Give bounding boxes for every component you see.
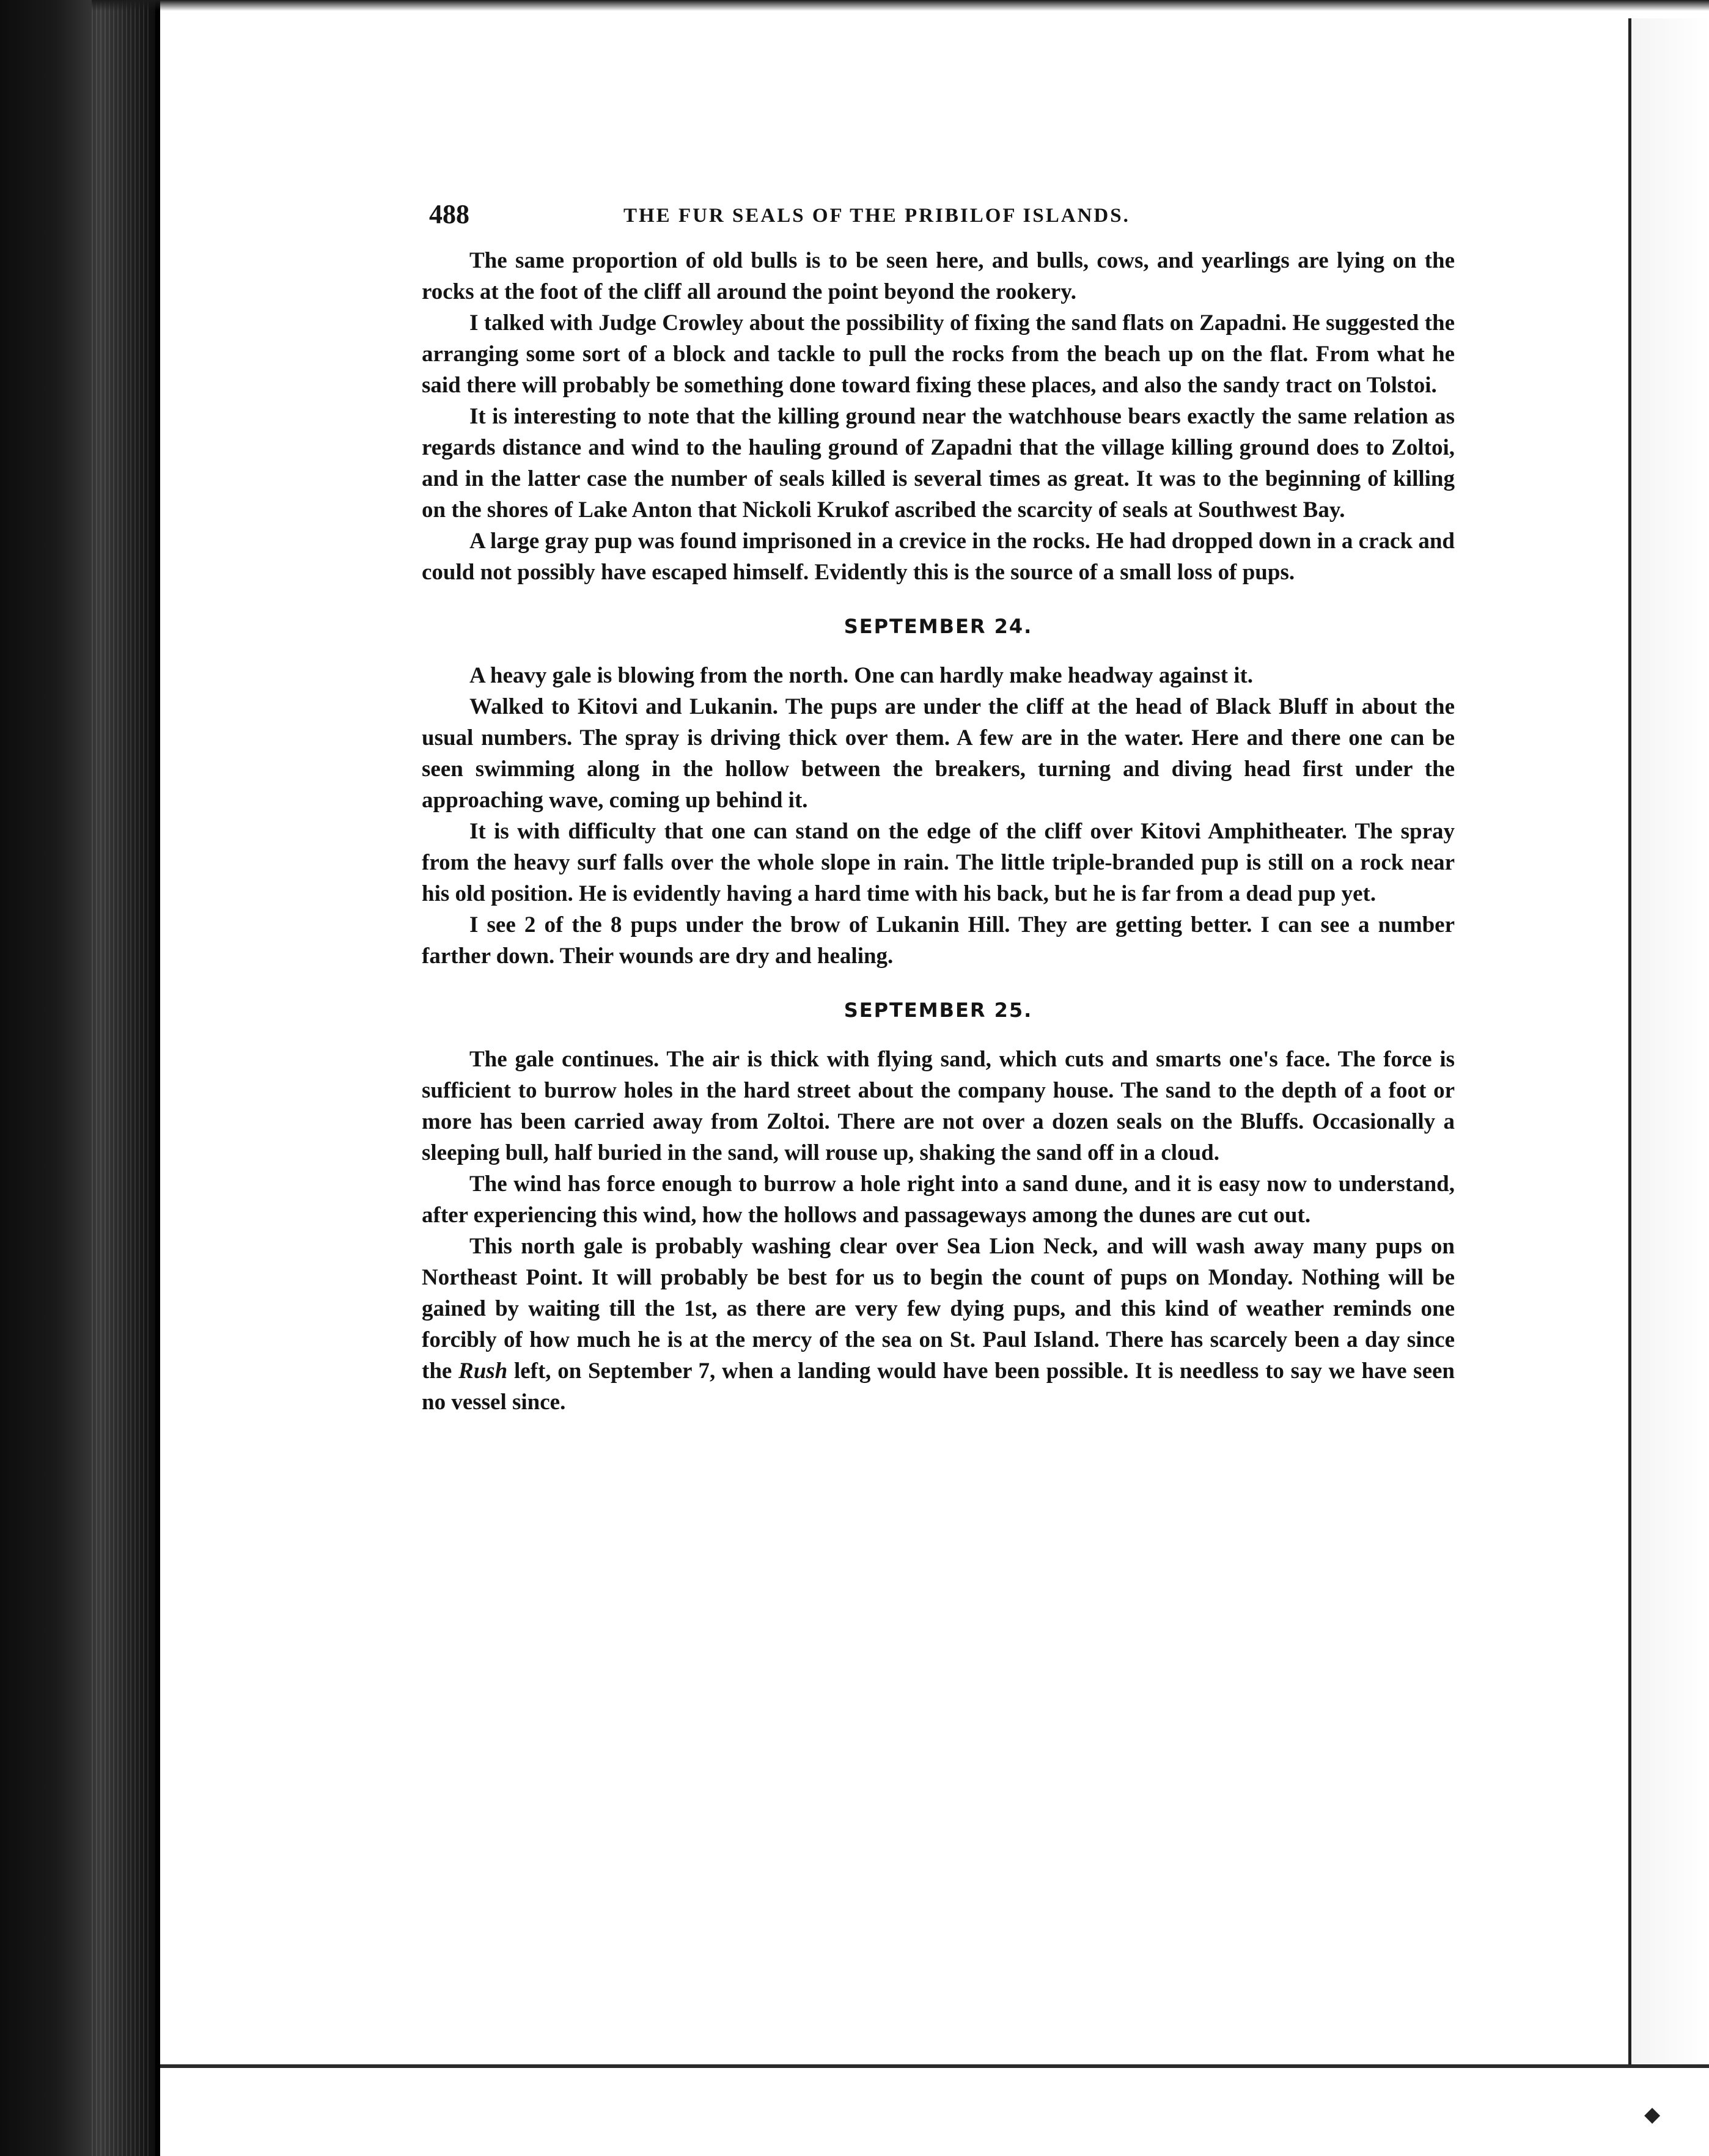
binding-edge <box>155 0 160 2156</box>
right-margin <box>1631 18 1709 2066</box>
text-after-ship: left, on September 7, when a landing would have been possible. It is needless to say we have seen no vessel since. <box>422 1358 1455 1415</box>
top-shadow <box>92 0 1709 11</box>
page-content <box>422 199 1455 1418</box>
paragraph: The gale continues. The air is thick with flying sand, which cuts and smarts one's face. The force is sufficient to burrow holes in the hard street about the company house. The sand to the depth of a foot or more has been carried away from Zoltoi. There are not over a dozen seals on the Bluffs. Occasionally a sleeping bull, half buried in the sand, will rouse up, shaking the sand off in a cloud. <box>422 1047 1455 1165</box>
paragraph: Walked to Kitovi and Lukanin. The pups are under the cliff at the head of Black Bluff in about the usual numbers. The spray is driving thick over them. A few are in the water. Here and there one can be seen swimming along in the hollow between the breakers, turning and diving head first under the approaching wave, coming up behind it. <box>422 694 1455 813</box>
paragraph: The wind has force enough to burrow a hole right into a sand dune, and it is easy now to understand, after experiencing this wind, how the hollows and passageways among the dunes are cut out. <box>422 1172 1455 1228</box>
paragraph: A large gray pup was found imprisoned in a crevice in the rocks. He had dropped down in a crack and could not possibly have escaped himself. Evidently this is the source of a small loss of pups. <box>422 529 1455 585</box>
page-number: 488 <box>429 199 469 229</box>
text-before-ship: This north gale is probably washing clear over Sea Lion Neck, and will wash away many pups on Northeast Point. It will probably be best for us to begin the count of pups on Monday. Nothing will be gained by waiting till the 1st, as there are very few dying pups, and this kind of weather reminds one forcibly of how much he is at the mercy of the sea on St. Paul Island. There has scarcely been a day since the <box>422 1234 1455 1384</box>
paragraph: The same proportion of old bulls is to be seen here, and bulls, cows, and yearlings are lying on the rocks at the foot of the cliff all around the point beyond the rookery. <box>422 248 1455 304</box>
intro-section <box>422 245 1455 588</box>
scan-mark-icon: ◆ <box>1644 2102 1661 2127</box>
date-heading: SEPTEMBER 25. <box>843 999 1033 1022</box>
section-sept-25 <box>422 1044 1455 1418</box>
running-title: THE FUR SEALS OF THE PRIBILOF ISLANDS. <box>623 205 1130 227</box>
paragraph: I talked with Judge Crowley about the possibility of fixing the sand flats on Zapadni. He suggested the arranging some sort of a block and tackle to pull the rocks from the beach up on the flat. From what he said there will probably be something done toward fixing these places, and also the sandy tract on Tolstoi. <box>422 310 1455 398</box>
section-sept-24 <box>422 660 1455 972</box>
paragraph-final <box>422 1231 1455 1418</box>
paragraph: A heavy gale is blowing from the north. One can hardly make headway against it. <box>469 663 1254 688</box>
date-heading: SEPTEMBER 24. <box>843 615 1033 638</box>
paragraph: It is with difficulty that one can stand on the edge of the cliff over Kitovi Amphitheater. The spray from the heavy surf falls over the whole slope in rain. The little triple-branded pup is still on a rock near his old position. He is evidently having a hard time with his back, but he is far from a dead pup yet. <box>422 819 1455 906</box>
bottom-page-edge <box>160 2064 1709 2068</box>
running-head <box>422 199 1455 241</box>
paragraph: I see 2 of the 8 pups under the brow of Lukanin Hill. They are getting better. I can see a number farther down. Their wounds are dry and healing. <box>422 912 1455 969</box>
ship-name: Rush <box>458 1358 508 1384</box>
paragraph: It is interesting to note that the killing ground near the watchhouse bears exactly the same relation as regards distance and wind to the hauling ground of Zapadni that the village killing ground does to Zoltoi, and in the latter case the number of seals killed is several times as great. It was to the beginning of killing on the shores of Lake Anton that Nickoli Krukof ascribed the scarcity of seals at Southwest Bay. <box>422 404 1455 522</box>
page-edges <box>92 0 150 2156</box>
